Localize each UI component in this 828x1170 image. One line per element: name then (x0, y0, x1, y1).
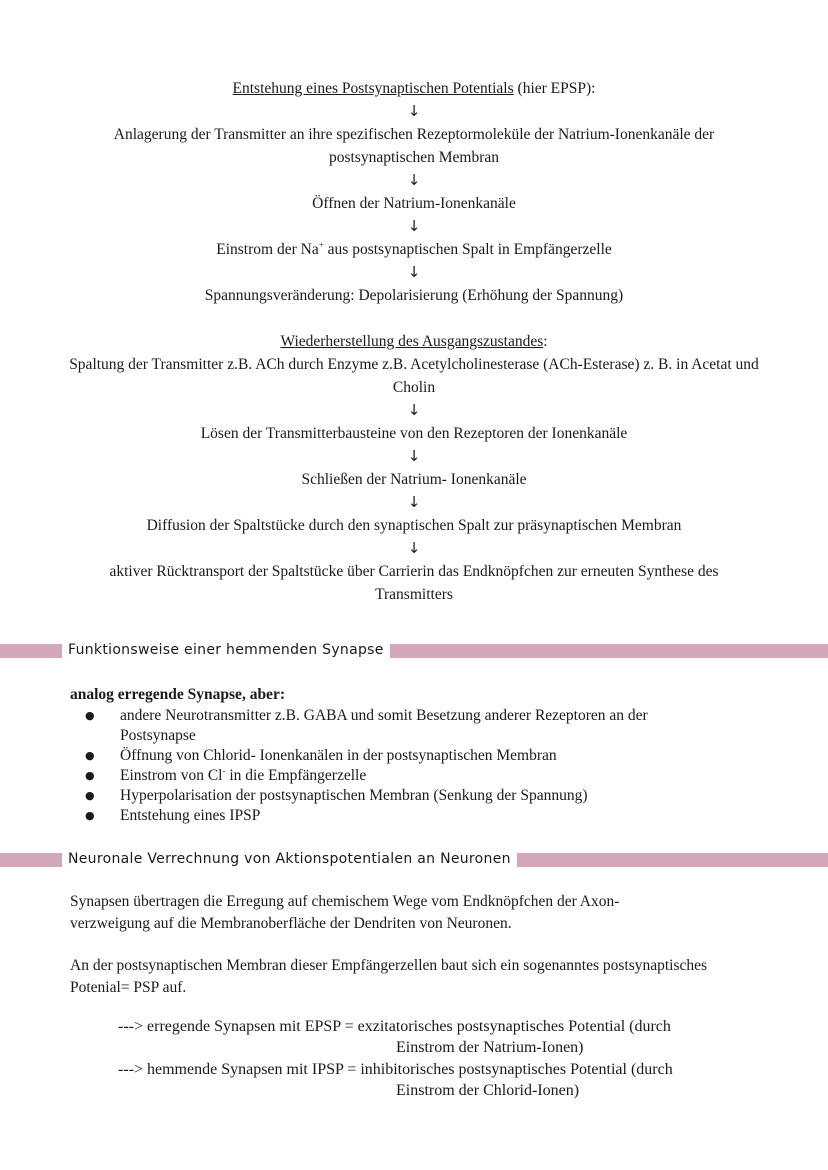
section1-intro: analog erregende Synapse, aber: (70, 686, 285, 703)
arrow-down-icon: ↓ (407, 493, 421, 511)
section-heading: Funktionsweise einer hemmenden Synapse (62, 638, 390, 662)
arrow-down-icon: ↓ (407, 401, 421, 419)
result-ipsp: ---> hemmende Synapsen mit IPSP = inhibitorisches postsynaptisches Potential (durch Einstrom der Chlorid-Ionen) (118, 1061, 673, 1099)
list-item: ● Hyperpolarisation der postsynaptischen Membran (Senkung der Spannung) (70, 786, 710, 806)
arrow-down-icon: ↓ (407, 447, 421, 465)
section-heading: Neuronale Verrechnung von Aktionspotentialen an Neuronen (62, 847, 517, 871)
section2-para-2: An der postsynaptischen Membran dieser Empfängerzellen baut sich ein sogenanntes postsynaptisches Potenial= PSP auf. (70, 957, 708, 996)
bullet-list (70, 706, 710, 826)
restore-step-5: aktiver Rücktransport der Spaltstücke über Carrierin das Endknöpfchen zur erneuten Synthese des Transmitters (109, 563, 719, 603)
arrow-down-icon: ↓ (407, 217, 421, 235)
section-header-hemmende-synapse (0, 644, 828, 658)
epsp-step-3: Einstrom der Na+ aus postsynaptischen Spalt in Empfängerzelle (216, 239, 612, 258)
restore-title: Wiederherstellung des Ausgangszustandes (280, 333, 544, 350)
section-header-neuronale-verrechnung (0, 853, 828, 867)
list-item: ● Entstehung eines IPSP (70, 806, 710, 826)
epsp-step-4: Spannungsveränderung: Depolarisierung (Erhöhung der Spannung) (204, 287, 624, 304)
arrow-down-icon: ↓ (407, 263, 421, 281)
epsp-title: Entstehung eines Postsynaptischen Potentials (232, 80, 514, 97)
restore-step-2: Lösen der Transmitterbausteine von den Rezeptoren der Ionenkanäle (200, 425, 628, 442)
epsp-step-1: Anlagerung der Transmitter an ihre spezifischen Rezeptormoleküle der Natrium-Ionenkanäle der postsynaptischen Membran (113, 126, 715, 166)
arrow-down-icon: ↓ (407, 539, 421, 557)
restore-title-line: Wiederherstellung des Ausgangszustandes: (280, 333, 548, 350)
section2-para-1: Synapsen übertragen die Erregung auf chemischem Wege vom Endknöpfchen der Axon-verzweigung auf die Membranoberfläche der Dendriten von Neuronen. (70, 893, 620, 932)
restore-step-3: Schließen der Natrium- Ionenkanäle (301, 471, 527, 488)
epsp-step-2: Öffnen der Natrium-Ionenkanäle (312, 195, 516, 212)
epsp-title-line (0, 77, 828, 100)
arrow-down-icon: ↓ (407, 171, 421, 189)
result-epsp: ---> erregende Synapsen mit EPSP = exzitatorisches postsynaptisches Potential (durch Einstrom der Natrium-Ionen) (118, 1018, 671, 1056)
arrow-down-icon: ↓ (407, 102, 421, 120)
section1-content (70, 683, 770, 826)
restore-step-1: Spaltung der Transmitter z.B. ACh durch Enzyme z.B. Acetylcholinesterase (ACh-Esterase) z. B. in Acetat und Cholin (69, 356, 759, 396)
list-item: ● andere Neurotransmitter z.B. GABA und somit Besetzung anderer Rezeptoren an der Postsynapse (70, 706, 710, 746)
list-item: ● Einstrom von Cl- in die Empfängerzelle (70, 766, 710, 786)
restore-step-4: Diffusion der Spaltstücke durch den synaptischen Spalt zur präsynaptischen Membran (146, 517, 682, 534)
epsp-title-suffix: (hier EPSP): (513, 80, 596, 97)
list-item: ● Öffnung von Chlorid- Ionenkanälen in der postsynaptischen Membran (70, 746, 710, 766)
